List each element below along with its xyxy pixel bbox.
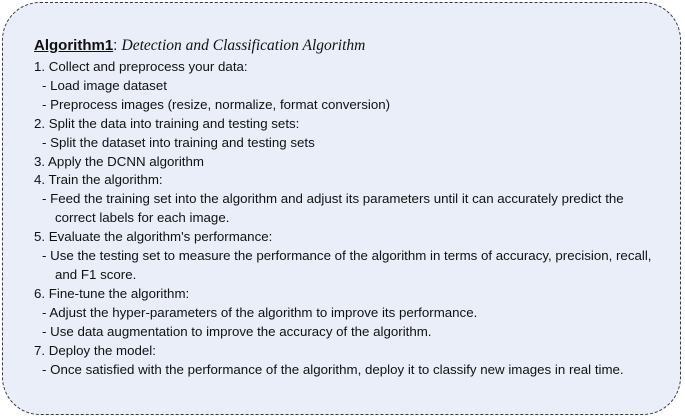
step-detail: - Once satisfied with the performance of the algorithm, deploy it to classify new images in real time.	[42, 361, 624, 377]
algorithm-title	[34, 36, 365, 56]
step-title: 4. Train the algorithm:	[34, 172, 163, 188]
step	[34, 228, 664, 285]
step	[34, 342, 664, 380]
algorithm-box	[2, 2, 681, 415]
step-details	[34, 247, 664, 285]
step-title: 7. Deploy the model:	[34, 342, 156, 358]
step-title: 3. Apply the DCNN algorithm	[34, 153, 204, 169]
step	[34, 171, 664, 228]
step	[34, 58, 664, 115]
step-detail: - Adjust the hyper-parameters of the algorithm to improve its performance.	[42, 304, 478, 320]
step-title: 5. Evaluate the algorithm's performance:	[34, 229, 273, 245]
step-details	[34, 361, 664, 380]
step-details	[34, 134, 664, 153]
step-detail: - Use the testing set to measure the performance of the algorithm in terms of accuracy, precision, recall, and F1 score.	[42, 248, 652, 282]
step-details	[34, 304, 664, 342]
step-title: 2. Split the data into training and testing sets:	[34, 115, 300, 131]
step-title: 6. Fine-tune the algorithm:	[34, 285, 190, 301]
step-detail: - Preprocess images (resize, normalize, format conversion)	[42, 96, 391, 112]
step	[34, 153, 664, 172]
algorithm-name: Detection and Classification Algorithm	[121, 37, 366, 54]
step	[34, 115, 664, 153]
step-detail: - Load image dataset	[42, 77, 167, 93]
step-detail: - Use data augmentation to improve the accuracy of the algorithm.	[42, 323, 432, 339]
algorithm-steps	[34, 58, 664, 379]
step-detail: - Feed the training set into the algorithm and adjust its parameters until it can accurately predict the correct labels for each image.	[42, 191, 624, 226]
algorithm-label: Algorithm1	[34, 37, 114, 54]
step-details	[34, 190, 664, 228]
step-title: 1. Collect and preprocess your data:	[34, 59, 248, 74]
step	[34, 285, 664, 342]
step-details	[34, 77, 664, 115]
step-detail: - Split the dataset into training and testing sets	[42, 134, 315, 150]
title-separator: :	[113, 37, 118, 54]
